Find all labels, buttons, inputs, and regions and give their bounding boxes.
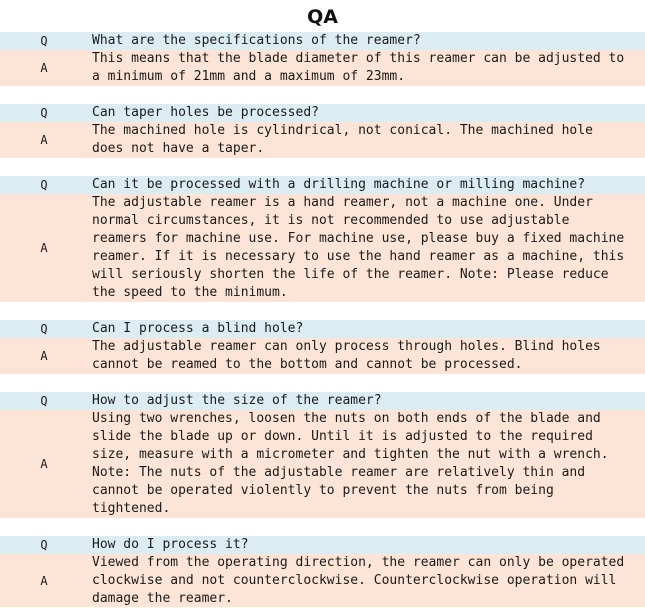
page-title: QA	[307, 6, 338, 28]
answer-row	[0, 338, 645, 374]
question-row	[0, 32, 645, 50]
q-label: Q	[40, 322, 48, 336]
a-label: A	[40, 573, 48, 588]
q-label: Q	[40, 538, 48, 552]
answer-row	[0, 194, 645, 302]
question-text: What are the specifications of the reamer?	[92, 33, 421, 48]
answer-text: Viewed from the operating direction, the reamer can only be operated clockwise and not counterclockwise. Counterclockwise operation will damage the reamer.	[92, 555, 625, 606]
answer-text: Using two wrenches, loosen the nuts on both ends of the blade and slide the blade up or down. Until it is adjusted to the required size, measure with a micrometer and tighten the nut with a wrench. Note: The nuts of the adjustable reamer are relatively thin and cannot be operated violently to prevent the nuts from being tightened.	[92, 411, 609, 516]
answer-text: The machined hole is cylindrical, not conical. The machined hole does not have a taper.	[92, 123, 593, 156]
answer-text: The adjustable reamer can only process through holes. Blind holes cannot be reamed to the bottom and cannot be processed.	[92, 339, 601, 372]
question-text: Can it be processed with a drilling machine or milling machine?	[92, 177, 586, 192]
answer-row	[0, 410, 645, 518]
qa-item	[0, 32, 645, 86]
answer-row	[0, 554, 645, 607]
q-label: Q	[40, 106, 48, 120]
question-text: How do I process it?	[92, 537, 249, 552]
a-label: A	[40, 241, 48, 255]
qa-item	[0, 536, 645, 607]
a-label: A	[40, 61, 48, 75]
question-text: Can I process a blind hole?	[92, 321, 304, 336]
question-text: Can taper holes be processed?	[92, 105, 319, 120]
answer-row	[0, 50, 645, 86]
question-row	[0, 392, 645, 410]
qa-item	[0, 320, 645, 374]
q-label: Q	[40, 34, 48, 48]
question-row	[0, 320, 645, 338]
question-text: How to adjust the size of the reamer?	[92, 393, 382, 408]
answer-row	[0, 122, 645, 158]
qa-item	[0, 104, 645, 158]
q-label: Q	[40, 178, 48, 192]
question-row	[0, 536, 645, 554]
question-row	[0, 104, 645, 122]
a-label: A	[40, 349, 48, 363]
q-label: Q	[40, 394, 48, 408]
qa-item	[0, 392, 645, 518]
question-row	[0, 176, 645, 194]
a-label: A	[40, 133, 48, 147]
answer-text: The adjustable reamer is a hand reamer, not a machine one. Under normal circumstances, it is not recommended to use adjustable reamers for machine use. For machine use, please buy a fixed machine reamer. If it is necessary to use the hand reamer as a machine, this will seriously shorten the life of the reamer. Note: Please reduce the speed to the minimum.	[92, 195, 625, 300]
a-label: A	[40, 457, 48, 471]
qa-item	[0, 176, 645, 302]
answer-text: This means that the blade diameter of this reamer can be adjusted to a minimum of 21mm and a maximum of 23mm.	[92, 51, 625, 84]
